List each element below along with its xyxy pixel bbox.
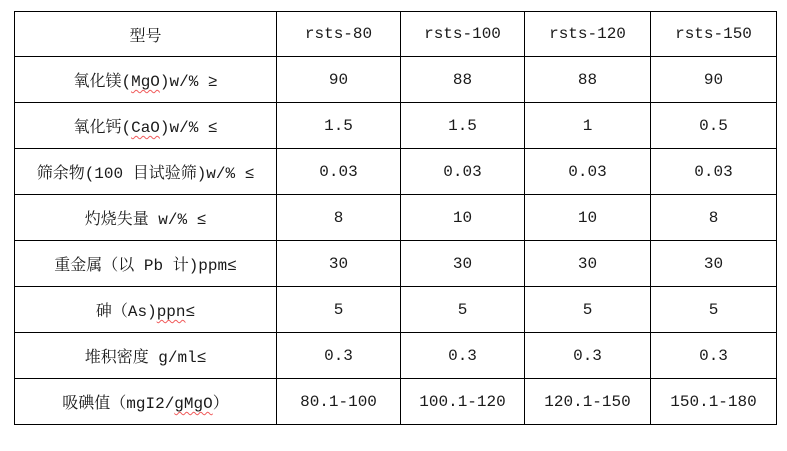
value-cell: 5 bbox=[401, 287, 525, 333]
value-cell: 1.5 bbox=[401, 103, 525, 149]
value-cell: 90 bbox=[651, 57, 777, 103]
value-cell: 150.1-180 bbox=[651, 379, 777, 425]
value-cell: 30 bbox=[651, 241, 777, 287]
value-cell: 88 bbox=[401, 57, 525, 103]
value-cell: 0.3 bbox=[277, 333, 401, 379]
label-pre: 灼烧失量 w/% ≤ bbox=[84, 211, 207, 229]
label-pre: 重金属（以 Pb 计)ppm≤ bbox=[54, 257, 237, 275]
value-cell: 0.3 bbox=[651, 333, 777, 379]
row-label bbox=[15, 195, 277, 241]
value-cell: 5 bbox=[525, 287, 651, 333]
value-cell: 88 bbox=[525, 57, 651, 103]
row-label bbox=[15, 241, 277, 287]
value-cell: rsts-100 bbox=[401, 12, 525, 57]
value-cell: 1.5 bbox=[277, 103, 401, 149]
label-post: )w/% ≤ bbox=[159, 119, 218, 137]
label-misspelled: gMgO bbox=[174, 395, 213, 413]
table-row bbox=[15, 379, 777, 425]
value-cell: 8 bbox=[277, 195, 401, 241]
value-cell: 8 bbox=[651, 195, 777, 241]
label-pre: 型号 bbox=[129, 27, 162, 46]
row-label bbox=[15, 103, 277, 149]
table-row-header bbox=[15, 12, 777, 57]
value-cell: 0.03 bbox=[651, 149, 777, 195]
value-cell: 30 bbox=[277, 241, 401, 287]
row-label bbox=[15, 57, 277, 103]
value-cell: rsts-80 bbox=[277, 12, 401, 57]
value-cell: 10 bbox=[525, 195, 651, 241]
label-post: ≤ bbox=[185, 303, 196, 321]
row-label bbox=[15, 333, 277, 379]
value-cell: rsts-150 bbox=[651, 12, 777, 57]
row-label bbox=[15, 379, 277, 425]
label-pre: 氧化钙( bbox=[73, 119, 132, 137]
label-misspelled: ppn bbox=[156, 303, 186, 321]
row-label bbox=[15, 12, 277, 57]
value-cell: 0.03 bbox=[401, 149, 525, 195]
value-cell: rsts-120 bbox=[525, 12, 651, 57]
value-cell: 0.03 bbox=[277, 149, 401, 195]
label-pre: 吸碘值（mgI2/ bbox=[62, 395, 175, 413]
label-post: )w/% ≥ bbox=[159, 73, 218, 91]
value-cell: 90 bbox=[277, 57, 401, 103]
value-cell: 30 bbox=[525, 241, 651, 287]
label-pre: 堆积密度 g/ml≤ bbox=[84, 349, 207, 367]
table-row bbox=[15, 149, 777, 195]
label-pre: 砷（As) bbox=[95, 303, 157, 321]
value-cell: 30 bbox=[401, 241, 525, 287]
label-pre: 筛余物(100 目试验筛)w/% ≤ bbox=[36, 165, 255, 183]
spec-table bbox=[14, 11, 777, 425]
value-cell: 100.1-120 bbox=[401, 379, 525, 425]
value-cell: 80.1-100 bbox=[277, 379, 401, 425]
value-cell: 1 bbox=[525, 103, 651, 149]
label-pre: 氧化镁( bbox=[73, 73, 132, 91]
label-misspelled: MgO bbox=[131, 73, 160, 91]
value-cell: 0.3 bbox=[525, 333, 651, 379]
value-cell: 5 bbox=[651, 287, 777, 333]
table-row bbox=[15, 195, 777, 241]
value-cell: 0.3 bbox=[401, 333, 525, 379]
value-cell: 5 bbox=[277, 287, 401, 333]
row-label bbox=[15, 287, 277, 333]
table-row bbox=[15, 103, 777, 149]
value-cell: 10 bbox=[401, 195, 525, 241]
label-post: ） bbox=[212, 395, 229, 413]
table-row bbox=[15, 241, 777, 287]
table-row bbox=[15, 57, 777, 103]
label-misspelled: CaO bbox=[131, 119, 160, 137]
value-cell: 120.1-150 bbox=[525, 379, 651, 425]
value-cell: 0.5 bbox=[651, 103, 777, 149]
table-row bbox=[15, 287, 777, 333]
row-label bbox=[15, 149, 277, 195]
value-cell: 0.03 bbox=[525, 149, 651, 195]
table-row bbox=[15, 333, 777, 379]
